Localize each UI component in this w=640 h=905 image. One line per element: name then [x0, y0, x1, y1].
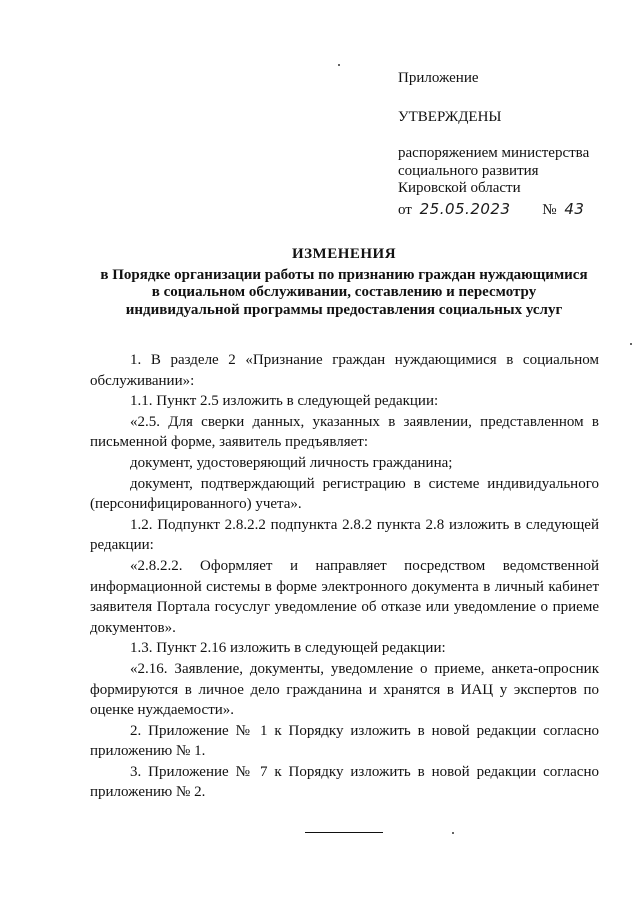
date-prefix: от: [398, 201, 412, 218]
title-main: ИЗМЕНЕНИЯ: [291, 246, 397, 262]
decree-reference: [398, 145, 628, 198]
approval-header: [398, 70, 628, 219]
decree-line-2: социального развития: [398, 162, 539, 179]
paragraph-1-3: 1.3. Пункт 2.16 изложить в следующей редакции:: [130, 640, 446, 657]
paragraph-3: 3. Приложение № 7 к Порядку изложить в новой редакции согласно приложению № 2.: [90, 763, 599, 801]
decree-line-3: Кировской области: [398, 180, 521, 196]
appendix-label: Приложение: [398, 70, 479, 86]
number-label: №: [542, 201, 557, 218]
date-number-row: [398, 201, 628, 220]
paragraph-1-1: 1.1. Пункт 2.5 изложить в следующей редакции:: [130, 393, 439, 410]
paragraph-1-2: 1.2. Подпункт 2.8.2.2 подпункта 2.8.2 пункта 2.8 изложить в следующей редакции:: [90, 516, 599, 554]
paragraph-id-document: документ, удостоверяющий личность гражданина;: [130, 454, 453, 471]
closing-rule: [305, 832, 383, 833]
approved-label: УТВЕРЖДЕНЫ: [398, 108, 502, 125]
paragraph-2-16-quote: «2.16. Заявление, документы, уведомление о приеме, анкета-опросник формируются в личное дело гражданина и хранятся в ИАЦ у экспертов по оценке нуждаемости».: [90, 660, 599, 719]
paragraph-2: 2. Приложение № 1 к Порядку изложить в новой редакции согласно приложению № 1.: [90, 722, 599, 760]
document-body: [90, 350, 599, 803]
title-line-1: в Порядке организации работы по признанию граждан нуждающимися: [100, 266, 588, 283]
handwritten-number: 43: [564, 199, 585, 218]
scan-speck: [452, 832, 454, 834]
title-line-2: в социальном обслуживании, составлению и пересмотру: [151, 284, 537, 300]
document-title: [88, 246, 600, 319]
paragraph-registration-document: документ, подтверждающий регистрацию в системе индивидуального (персонифицированного) учета».: [90, 475, 599, 513]
paragraph-2-5-quote: «2.5. Для сверки данных, указанных в заявлении, представленном в письменной форме, заявитель предъявляет:: [90, 413, 599, 451]
paragraph-2-8-2-2-quote: «2.8.2.2. Оформляет и направляет посредством ведомственной информационной системы в форме электронного документа в личный кабинет заявителя Портала госуслуг уведомление об отказе или уведомление о приеме документов».: [90, 557, 599, 636]
scan-speck: [630, 343, 632, 345]
scan-speck: [338, 64, 340, 66]
handwritten-date: 25.05.2023: [419, 199, 511, 218]
decree-line-1: распоряжением министерства: [398, 145, 590, 161]
paragraph-1: 1. В разделе 2 «Признание граждан нуждающимися в социальном обслуживании»:: [90, 352, 599, 389]
title-line-3: индивидуальной программы предоставления социальных услуг: [125, 301, 563, 318]
